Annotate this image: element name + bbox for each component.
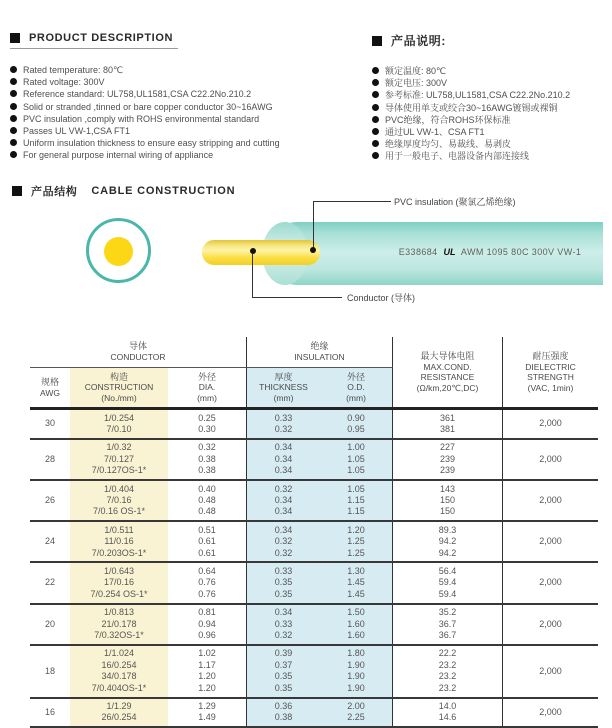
bullet-icon <box>10 151 17 158</box>
bullet-icon <box>372 140 379 147</box>
header-insulation-cn: 绝缘 <box>310 341 329 351</box>
bullet-item <box>372 126 612 138</box>
bullet-text: 参考标准: UL758,UL1581,CSA C22.2No.210.2 <box>385 90 571 101</box>
bullet-item <box>372 150 612 162</box>
bullet-icon <box>10 139 17 146</box>
pvc-insulation-label: PVC insulation (聚氯乙烯绝缘) <box>394 197 516 207</box>
cell-dielectric: 2,000 <box>539 453 562 464</box>
conductor-callout-line <box>252 254 253 297</box>
cell-dielectric: 2,000 <box>539 665 562 676</box>
cell-awg: 28 <box>44 453 55 464</box>
cell-dia: 0.81 0.94 0.96 <box>168 605 247 644</box>
cell-dia: 0.40 0.48 0.48 <box>168 481 247 520</box>
bullet-icon <box>372 116 379 123</box>
bullet-text: Rated voltage: 300V <box>23 77 105 88</box>
header-construction: 构造 CONSTRUCTION (No./mm) <box>70 368 168 407</box>
cell-od: 1.00 1.05 1.05 <box>320 440 393 479</box>
bullet-item <box>10 64 370 76</box>
cell-resistance: 14.0 14.6 <box>393 699 503 727</box>
cell-od: 0.90 0.95 <box>320 410 393 438</box>
cable-conductor-rod <box>202 240 320 265</box>
conductor-core-icon <box>104 237 133 266</box>
bullet-text: 额定电压: 300V <box>385 78 448 89</box>
spec-table <box>30 337 598 728</box>
cell-od: 1.80 1.90 1.90 1.90 <box>320 646 393 697</box>
product-description-cn-section <box>372 32 612 163</box>
bullet-text: Uniform insulation thickness to ensure easy stripping and cutting <box>23 138 280 149</box>
bullet-icon <box>372 128 379 135</box>
cell-thickness: 0.36 0.38 <box>247 699 320 727</box>
heading-underline <box>10 48 178 49</box>
bullet-text: Rated temperature: 80℃ <box>23 65 124 75</box>
cell-construction: 1/0.32 7/0.127 7/0.127OS-1* <box>70 440 168 479</box>
spec-table-body <box>30 410 598 728</box>
bullet-text: 绝缘厚度均匀、易裁线、易剥皮 <box>385 139 512 150</box>
cell-thickness: 0.32 0.34 0.34 <box>247 481 320 520</box>
header-conductor-cn: 导体 <box>128 341 147 351</box>
bullet-icon <box>372 104 379 111</box>
bullet-icon <box>10 66 17 73</box>
cell-od: 1.50 1.60 1.60 <box>320 605 393 644</box>
header-awg: 规格 AWG <box>40 377 60 398</box>
header-thickness: 厚度 THICKNESS (mm) <box>247 368 320 407</box>
cell-od: 1.20 1.25 1.25 <box>320 522 393 561</box>
header-dielectric: 耐压强度 DIELECTRIC STRENGTH (VAC, 1min) <box>525 351 576 393</box>
cell-dielectric: 2,000 <box>539 618 562 629</box>
pvc-callout-line <box>313 201 314 249</box>
cell-awg: 26 <box>44 494 55 505</box>
cell-dielectric: 2,000 <box>539 536 562 547</box>
bullet-icon <box>10 127 17 134</box>
cell-construction: 1/0.643 17/0.16 7/0.254 OS-1* <box>70 563 168 602</box>
bullet-text: 额定温度: 80℃ <box>385 66 447 76</box>
bullet-icon <box>10 103 17 110</box>
product-description-cn-heading <box>372 32 612 49</box>
pvc-callout-dot <box>310 247 316 253</box>
cell-dielectric: 2,000 <box>539 706 562 717</box>
bullet-text: 用于一般电子、电器设备内部连接线 <box>385 151 530 162</box>
bullet-text: Solid or stranded ,tinned or bare copper conductor 30~16AWG <box>23 101 273 112</box>
conductor-callout-dot <box>250 248 256 254</box>
table-row <box>30 646 598 699</box>
cell-dia: 0.25 0.30 <box>168 410 247 438</box>
bullet-item <box>10 113 370 125</box>
cell-dia: 0.51 0.61 0.61 <box>168 522 247 561</box>
bullet-item <box>10 125 370 137</box>
product-description-section <box>10 32 370 162</box>
cell-awg: 22 <box>44 577 55 588</box>
table-row <box>30 563 598 604</box>
bullet-item <box>372 138 612 150</box>
cell-thickness: 0.33 0.32 <box>247 410 320 438</box>
table-row <box>30 699 598 728</box>
cell-thickness: 0.34 0.32 0.32 <box>247 522 320 561</box>
pvc-callout-line <box>313 201 391 202</box>
square-bullet-icon <box>10 33 20 43</box>
square-bullet-icon <box>372 36 382 46</box>
cable-construction-title-en: CABLE CONSTRUCTION <box>91 185 236 197</box>
bullet-icon <box>10 115 17 122</box>
cell-awg: 18 <box>44 665 55 676</box>
bullet-item <box>10 137 370 149</box>
header-conductor-group <box>30 337 247 368</box>
cell-thickness: 0.34 0.34 0.34 <box>247 440 320 479</box>
table-row <box>30 410 598 440</box>
table-row <box>30 440 598 481</box>
cable-construction-title-cn: 产品结构 <box>31 186 78 198</box>
bullet-item <box>372 77 612 89</box>
header-dia: 外径 DIA. (mm) <box>168 368 247 407</box>
spec-table-header <box>30 337 598 410</box>
cell-dielectric: 2,000 <box>539 494 562 505</box>
conductor-callout-line <box>252 297 342 298</box>
cable-cert-number: E338684 <box>398 247 438 257</box>
square-bullet-icon <box>12 186 22 196</box>
cell-resistance: 89.3 94.2 94.2 <box>393 522 503 561</box>
product-description-cn-title: 产品说明: <box>391 34 446 48</box>
table-row <box>30 522 598 563</box>
cable-construction-heading <box>12 183 235 199</box>
header-resistance: 最大导体电阻 MAX.COND. RESISTANCE (Ω/km,20℃,DC) <box>393 337 503 407</box>
bullet-item <box>10 76 370 88</box>
header-insulation-group <box>247 337 393 368</box>
cell-thickness: 0.34 0.33 0.32 <box>247 605 320 644</box>
cell-awg: 16 <box>44 706 55 717</box>
cell-dia: 0.64 0.76 0.76 <box>168 563 247 602</box>
cable-construction-section <box>0 180 603 337</box>
cell-construction: 1/0.511 11/0.16 7/0.203OS-1* <box>70 522 168 561</box>
bullet-icon <box>372 152 379 159</box>
bullet-text: PVC insulation ,comply with ROHS environmental standard <box>23 113 260 124</box>
bullet-text: PVC绝缘，符合ROHS环保标准 <box>385 114 511 125</box>
cable-marking <box>383 247 597 257</box>
bullet-item <box>10 149 370 161</box>
product-description-list <box>10 64 370 162</box>
cable-marking-text: AWM 1095 80C 300V VW-1 <box>460 247 582 257</box>
cell-construction: 1/0.254 7/0.10 <box>70 410 168 438</box>
bullet-item <box>372 65 612 77</box>
table-row <box>30 605 598 646</box>
bullet-item <box>372 102 612 114</box>
header-conductor-en: CONDUCTOR <box>110 351 166 362</box>
bullet-icon <box>372 67 379 74</box>
ul-logo-icon: UL <box>443 247 456 257</box>
cell-dielectric: 2,000 <box>539 418 562 429</box>
cell-resistance: 35.2 36.7 36.7 <box>393 605 503 644</box>
table-row <box>30 481 598 522</box>
bullet-icon <box>10 78 17 85</box>
cell-dielectric: 2,000 <box>539 577 562 588</box>
cell-resistance: 22.2 23.2 23.2 23.2 <box>393 646 503 697</box>
bullet-text: Passes UL VW-1,CSA FT1 <box>23 126 131 137</box>
cell-awg: 20 <box>44 618 55 629</box>
cell-construction: 1/1.29 26/0.254 <box>70 699 168 727</box>
cell-construction: 1/0.404 7/0.16 7/0.16 OS-1* <box>70 481 168 520</box>
cell-od: 1.05 1.15 1.15 <box>320 481 393 520</box>
cell-resistance: 227 239 239 <box>393 440 503 479</box>
bullet-text: Reference standard: UL758,UL1581,CSA C22.2No.210.2 <box>23 89 252 100</box>
bullet-item <box>372 114 612 126</box>
cell-construction: 1/1.024 16/0.254 34/0.178 7/0.404OS-1* <box>70 646 168 697</box>
header-od: 外径 O.D. (mm) <box>320 368 393 407</box>
bullet-item <box>10 101 370 113</box>
cell-od: 1.30 1.45 1.45 <box>320 563 393 602</box>
cell-thickness: 0.33 0.35 0.35 <box>247 563 320 602</box>
conductor-label: Conductor (导体) <box>347 293 416 303</box>
bullet-text: For general purpose internal wiring of appliance <box>23 150 214 161</box>
bullet-item <box>372 89 612 101</box>
bullet-icon <box>372 79 379 86</box>
header-insulation-en: INSULATION <box>294 351 345 362</box>
cell-resistance: 361 381 <box>393 410 503 438</box>
bullet-text: 通过UL VW-1、CSA FT1 <box>385 127 485 138</box>
product-description-title: PRODUCT DESCRIPTION <box>29 32 174 44</box>
product-description-cn-list <box>372 65 612 163</box>
bullet-item <box>10 88 370 100</box>
cell-resistance: 143 150 150 <box>393 481 503 520</box>
cell-dia: 1.29 1.49 <box>168 699 247 727</box>
bullet-icon <box>372 91 379 98</box>
cell-thickness: 0.39 0.37 0.35 0.35 <box>247 646 320 697</box>
cable-cross-section <box>86 218 151 283</box>
cell-awg: 24 <box>44 536 55 547</box>
bullet-icon <box>10 90 17 97</box>
cell-dia: 1.02 1.17 1.20 1.20 <box>168 646 247 697</box>
cell-awg: 30 <box>44 418 55 429</box>
cell-dia: 0.32 0.38 0.38 <box>168 440 247 479</box>
product-description-heading <box>10 32 370 44</box>
cell-od: 2.00 2.25 <box>320 699 393 727</box>
cell-construction: 1/0.813 21/0.178 7/0.32OS-1* <box>70 605 168 644</box>
cell-resistance: 56.4 59.4 59.4 <box>393 563 503 602</box>
bullet-text: 导体使用单支或绞合30~16AWG镀锡或裸铜 <box>385 102 558 113</box>
